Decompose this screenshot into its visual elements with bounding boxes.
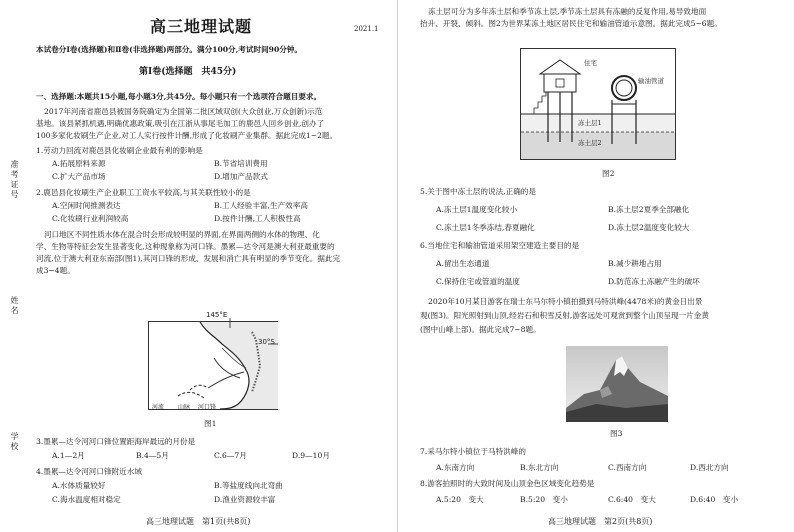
- q1-option-d: D.增加产品款式: [214, 172, 268, 181]
- q5-option-d: D.冻土层2温度变化较大: [608, 223, 690, 232]
- q8-option-b: B.5:20 变小: [520, 495, 568, 504]
- page-footer: 高三地理试题 第1页(共8页): [146, 517, 251, 526]
- q5-option-c: C.冻土层1冬季冻结,春夏融化: [436, 223, 535, 232]
- figure-3-graphic: [566, 346, 668, 422]
- question-5: 5.关于图中冻土层的说法,正确的是: [420, 187, 536, 196]
- figure-3-photo: [566, 346, 668, 422]
- fig2-pipe-label: 输油管道: [638, 77, 664, 85]
- figure-1-caption: 图1: [204, 419, 217, 428]
- fig1-legend-river: 河流: [152, 404, 165, 411]
- q3-option-a: A.1—2月: [52, 451, 85, 460]
- passage2-line: 学、生物等特征会发生显著变化,这种现象称为河口锋。墨累—达令河是澳大利亚最重要的: [36, 242, 335, 251]
- q4-option-c: C.海水温度相对稳定: [52, 495, 121, 504]
- figure-3-caption: 图3: [610, 429, 623, 438]
- fig2-house-label: 住宅: [584, 59, 597, 67]
- q2-option-a: A.空闲时间推测表达: [52, 201, 121, 210]
- passage1-line: 2017年河南省鹿邑县被国务院确定为全国第二批区域双创(大众创业,万众创新)示范: [44, 107, 323, 116]
- q4-option-b: B.等盐度线向北弯曲: [214, 481, 283, 490]
- passage1-line: 100多家化妆刷生产企业,对工人实行按件计酬,形成了化妆刷产业集群。据此完成1~2题。: [36, 131, 338, 140]
- question-7: 7.采马尔特小镇位于马特洪峰的: [420, 447, 526, 456]
- passage2-line: 河口地区不同性质水体在混合时会形成较明显的界面,在界面两侧的水体的物理、化: [44, 230, 320, 239]
- q4-option-a: A.水体质量较好: [52, 481, 106, 490]
- right-page: [398, 0, 794, 532]
- q1-option-a: A.拓展原料来源: [52, 159, 106, 168]
- exam-intro: 本试卷分Ⅰ卷(选择题)和Ⅱ卷(非选择题)两部分。满分100分,考试时间90分钟。: [36, 45, 303, 54]
- q3-option-b: B.4—5月: [136, 451, 169, 460]
- side-label-school: 学校: [10, 432, 19, 451]
- intro-line: 冻土层可分为多年冻土层和季节冻土层,季节冻土层具有冻融的反复作用,易导致地面: [428, 7, 707, 16]
- q6-option-c: C.保持住宅或管道的温度: [436, 277, 520, 286]
- passage3-line: 观(图3)。阳光照射到山顶,经岩石和积雪反射,游客远处可观赏到整个山顶呈现一片金黄: [420, 311, 709, 320]
- q3-option-c: C.6—7月: [214, 451, 247, 460]
- q1-option-b: B.节省培训费用: [214, 159, 268, 168]
- fig1-legend-mountain: 山脉: [178, 404, 191, 411]
- passage3-line: (图中山峰上部)。据此完成7~8题。: [420, 325, 541, 334]
- exam-date: 2021.1: [354, 25, 379, 33]
- page-title: 高三地理试题: [150, 17, 253, 36]
- q2-option-d: D.按件计酬,工人积极性高: [214, 214, 301, 223]
- question-3: 3.墨累—达令河河口锋位置距海岸最远的月份是: [36, 437, 196, 446]
- q4-option-d: D.渔业资源较丰富: [214, 495, 276, 504]
- intro-line: 抬升、开裂、倾斜。图2为世界某冻土地区居民住宅和输油管道示意图。据此完成5~6题。: [420, 19, 722, 28]
- question-4: 4.墨累—达令河河口锋附近水域: [36, 467, 142, 476]
- question-6: 6.当地住宅和输油管道采用架空建造主要目的是: [420, 241, 580, 250]
- q1-option-c: C.扩大产品市场: [52, 172, 106, 181]
- q8-option-d: D.6:40 变小: [690, 495, 739, 504]
- instruction: 一、选择题:本题共15小题,每小题3分,共45分。每小题只有一个选项符合题目要求。: [36, 92, 322, 101]
- q5-option-b: B.冻土层2夏季全部融化: [608, 205, 690, 214]
- q7-option-d: D.西北方向: [690, 463, 729, 472]
- q7-option-b: B.东北方向: [520, 463, 559, 472]
- fig1-longitude-label: 145°E: [206, 311, 228, 319]
- q7-option-a: A.东南方向: [436, 463, 475, 472]
- passage3-line: 2020年10月某日游客在瑞士东马尔特小镇拍摄到马特洪峰(4478米)的黄金日出景: [428, 297, 703, 306]
- passage2-line: 河流,位于澳大利亚东南部(图1),其河口锋的形成、发展和消亡具有明显的季节变化。据此完: [36, 254, 341, 263]
- figure-2-caption: 图2: [602, 169, 615, 178]
- q5-option-a: A.冻土层1温度变化较小: [436, 205, 518, 214]
- q8-option-c: C.6:40 变大: [608, 495, 656, 504]
- q8-option-a: A.5:20 变大: [436, 495, 484, 504]
- section-heading: 第Ⅰ卷(选择题 共45分): [139, 67, 237, 77]
- fig2-layer2-label: 冻土层2: [578, 139, 602, 147]
- page-footer: 高三地理试题 第2页(共8页): [548, 517, 653, 526]
- fig1-legend-front: 河口锋: [198, 404, 217, 411]
- fig1-latitude-label: 30°S: [258, 338, 275, 346]
- passage1-line: 基地。该县紧抓机遇,明确优惠政策,吸引在江浙从事尾毛加工的鹿邑人回乡创业,创办了: [36, 119, 325, 128]
- question-8: 8.游客拍照时的大致时间及山顶金色区域变化趋势是: [420, 479, 595, 488]
- q2-option-b: B.工人经验丰富,生产效率高: [214, 201, 308, 210]
- q7-option-c: C.西南方向: [608, 463, 647, 472]
- q6-option-b: B.减少耕地占用: [608, 259, 662, 268]
- side-label-name: 姓名: [10, 296, 19, 315]
- q3-option-d: D.9—10月: [292, 451, 330, 460]
- figure-2-diagram: [520, 48, 676, 160]
- question-2: 2.鹿邑县化妆刷生产企业职工工资水平较高,与其关联性较小的是: [36, 188, 251, 197]
- question-1: 1.劳动力回流对鹿邑县化妆刷企业最有利的影响是: [36, 146, 203, 155]
- q6-option-a: A.留出生态通道: [436, 259, 490, 268]
- q2-option-c: C.化妆刷行业利润较高: [52, 214, 129, 223]
- q6-option-d: D.防范冻土冻融产生的破坏: [608, 277, 700, 286]
- figure-1-map: [148, 311, 278, 414]
- figure-1-map-graphic: [148, 318, 278, 414]
- side-label-exam-number: 准考证号: [10, 160, 19, 199]
- fig2-layer1-label: 冻土层1: [578, 119, 602, 127]
- passage2-line: 成3~4题。: [36, 266, 75, 275]
